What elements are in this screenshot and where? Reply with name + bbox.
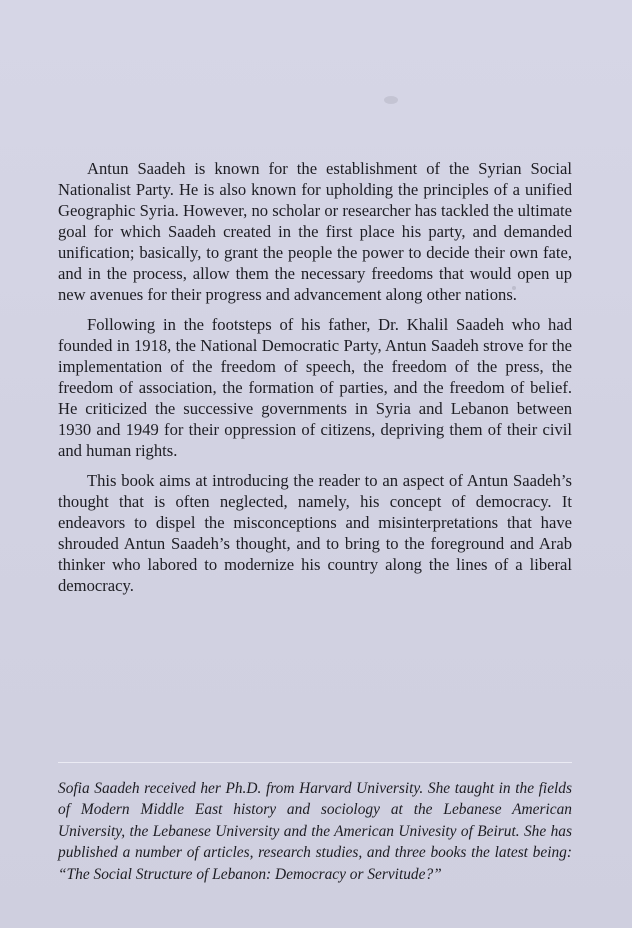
description-paragraph-3: This book aims at introducing the reader to an aspect of Antun Saadeh’s thought that is often neglected, namely, his concept of democracy. It endeavors to dispel the misconceptions and misinterpretations that have shrouded Antun Saadeh’s thought, and to bring to the foreground and Arab thinker who labored to modernize his country along the lines of a liberal democracy. — [58, 471, 572, 595]
description-paragraph-2: Following in the footsteps of his father, Dr. Khalil Saadeh who had founded in 1918, the National Democratic Party, Antun Saadeh strove for the implementation of the freedom of speech, the freedom of the press, the freedom of association, the formation of parties, and the freedom of belief. He criticized the successive governments in Syria and Lebanon between 1930 and 1949 for their oppression of citizens, depriving them of their civil and human rights. — [58, 315, 572, 460]
description-paragraph-1: Antun Saadeh is known for the establishment of the Syrian Social Nationalist Party. He is also known for upholding the principles of a unified Geographic Syria. However, no scholar or researcher has tackled the ultimate goal for which Saadeh created in the first place his party, and demanded unification; basically, to grant the people the power to decide their own fate, and in the process, allow them the necessary freedoms that would open up new avenues for their progress and advancement along other nations. — [58, 159, 572, 304]
author-bio: Sofia Saadeh received her Ph.D. from Harvard University. She taught in the fields of Modern Middle East history and sociology at the Lebanese American University, the Lebanese University and the American Univesity of Beirut. She has published a number of articles, research studies, and three books the latest being: “The Social Structure of Lebanon: Democracy or Servitude?” — [58, 780, 572, 883]
divider-line — [58, 762, 572, 763]
book-description — [58, 158, 572, 605]
paper-speck — [384, 96, 398, 104]
